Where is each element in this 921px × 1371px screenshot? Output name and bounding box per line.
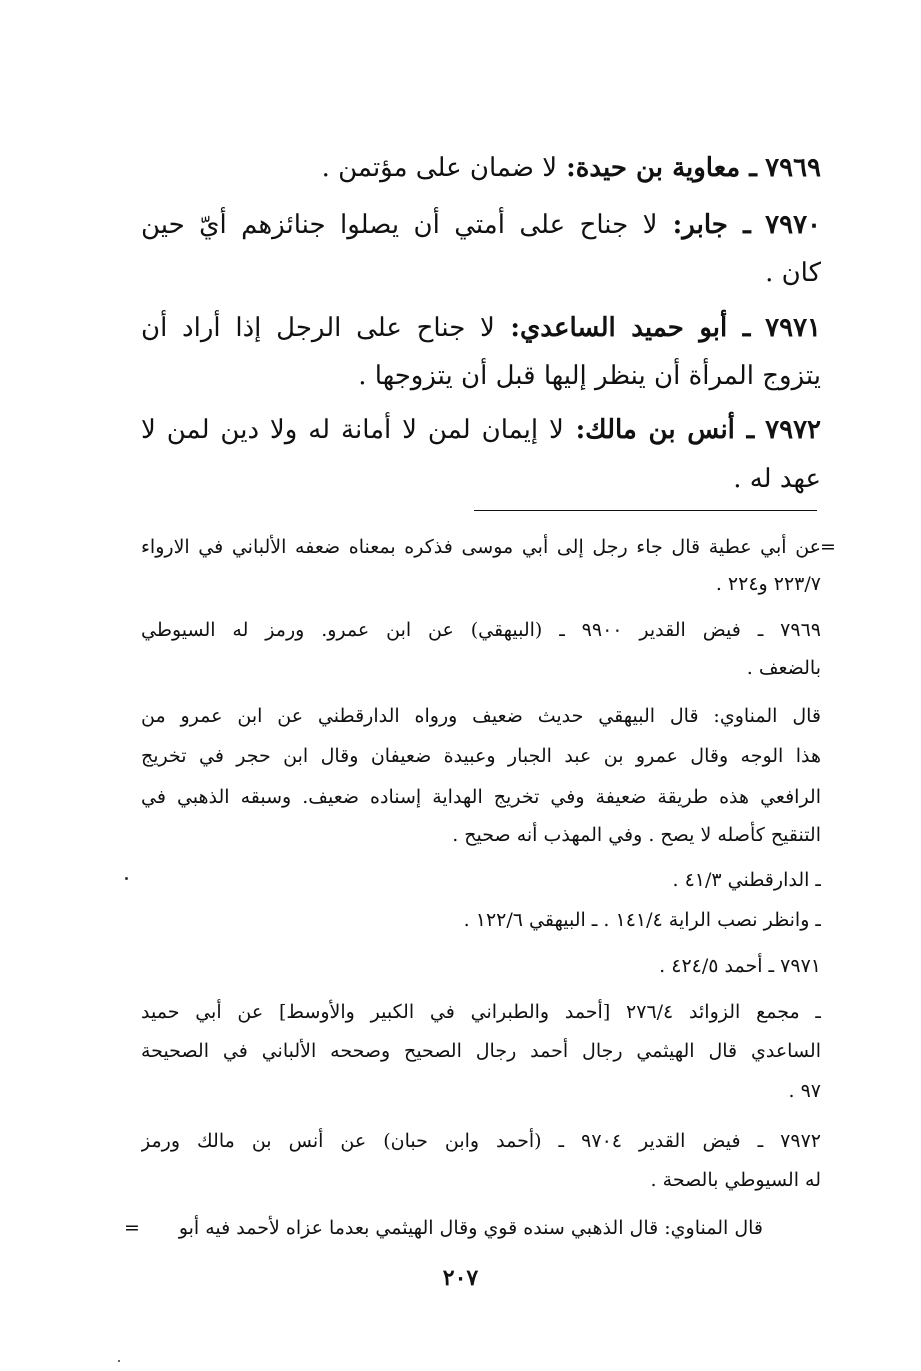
footnote-line: ـ وانظر نصب الراية ١٤١/٤ . ـ البيهقي ١٢٢/٦ . bbox=[463, 909, 821, 931]
footnote-line: ٢٢٣/٧ و٢٢٤ . bbox=[715, 573, 821, 595]
hadith-text: لا ضمان على مؤتمن . bbox=[321, 153, 558, 183]
narrator-name: جابر bbox=[682, 210, 728, 240]
footnote-line: له السيوطي بالصحة . bbox=[650, 1169, 821, 1191]
scan-speck bbox=[118, 1360, 120, 1362]
entry-7971-line-2 bbox=[141, 356, 821, 396]
footnote-line: قال المناوي: قال الذهبي سنده قوي وقال الهيثمي بعدما عزاه لأحمد فيه أبو bbox=[178, 1217, 763, 1239]
entry-7972-line-2 bbox=[141, 459, 821, 499]
footnote-line: ٧٩٧١ ـ أحمد ٤٢٤/٥ . bbox=[659, 955, 821, 977]
entry-7969-line-1: ٧٩٦٩ ـ معاوية بن حيدة: لا ضمان على مؤتمن . bbox=[321, 153, 821, 183]
footnote-line: ـ مجمع الزوائد ٢٧٦/٤ [أحمد والطبراني في الكبير والأوسط] عن أبي حميد bbox=[141, 1001, 821, 1023]
hadith-text: لا جناح على أمتي أن يصلوا جنائزهم أيّ حين bbox=[141, 210, 658, 240]
entry-7972-line-1: ٧٩٧٢ ـ أنس بن مالك: لا إيمان لمن لا أمانة له ولا دين لمن لا bbox=[141, 415, 821, 445]
scan-speck bbox=[125, 877, 128, 880]
end-continuation-mark: = bbox=[124, 1217, 140, 1239]
entry-7970-line-1: ٧٩٧٠ ـ جابر: لا جناح على أمتي أن يصلوا جنائزهم أيّ حين bbox=[141, 210, 821, 240]
footnote-line: الرافعي هذه طريقة ضعيفة وفي تخريج الهداية إسناده ضعيف. وسبقه الذهبي في bbox=[141, 786, 821, 808]
hadith-text: لا جناح على الرجل إذا أراد أن bbox=[141, 313, 495, 343]
footnote-separator bbox=[474, 510, 817, 511]
narrator-name: أنس بن مالك bbox=[585, 415, 735, 445]
entry-number: ٧٩٧٠ bbox=[765, 210, 821, 240]
entry-7970-line-2 bbox=[141, 253, 821, 293]
hadith-text: لا إيمان لمن لا أمانة له ولا دين لمن لا bbox=[141, 415, 564, 445]
footnote-line: ٩٧ . bbox=[788, 1080, 821, 1102]
entry-number: ٧٩٧١ bbox=[765, 313, 821, 343]
footnote-line: ـ الدارقطني ٤١/٣ . bbox=[672, 869, 821, 891]
continuation-mark: = bbox=[820, 536, 836, 558]
entry-number: ٧٩٧٢ bbox=[765, 415, 821, 445]
entry-7971-line-1: ٧٩٧١ ـ أبو حميد الساعدي: لا جناح على الرجل إذا أراد أن bbox=[141, 313, 821, 343]
footnote-line: ٧٩٧٢ ـ فيض القدير ٩٧٠٤ ـ (أحمد وابن حبان) عن أنس بن مالك ورمز bbox=[141, 1130, 821, 1152]
page-number: ٢٠٧ bbox=[442, 1265, 479, 1291]
narrator-name: أبو حميد الساعدي bbox=[519, 313, 728, 343]
footnote-line: بالضعف . bbox=[746, 657, 821, 679]
footnote-line: الساعدي قال الهيثمي رجال أحمد رجال الصحيح وصححه الألباني في الصحيحة bbox=[141, 1040, 821, 1062]
footnote-line: عن أبي عطية قال جاء رجل إلى أبي موسى فذكره بمعناه ضعفه الألباني في الارواء bbox=[141, 536, 821, 558]
hadith-text: كان . bbox=[765, 258, 821, 288]
footnote-line: التنقيح كأصله لا يصح . وفي المهذب أنه صحيح . bbox=[452, 824, 821, 846]
narrator-name: معاوية بن حيدة bbox=[575, 153, 741, 183]
footnote-line: قال المناوي: قال البيهقي حديث ضعيف ورواه الدارقطني عن ابن عمرو من bbox=[141, 705, 821, 727]
entry-number: ٧٩٦٩ bbox=[765, 153, 821, 183]
hadith-text: يتزوج المرأة أن ينظر إليها قبل أن يتزوجها . bbox=[358, 361, 821, 391]
footnote-line: ٧٩٦٩ ـ فيض القدير ٩٩٠٠ ـ (البيهقي) عن ابن عمرو. ورمز له السيوطي bbox=[141, 619, 821, 641]
hadith-text: عهد له . bbox=[733, 464, 821, 494]
footnote-line: هذا الوجه وقال عمرو بن عبد الجبار وعبيدة ضعيفان وقال ابن حجر في تخريج bbox=[141, 745, 821, 767]
